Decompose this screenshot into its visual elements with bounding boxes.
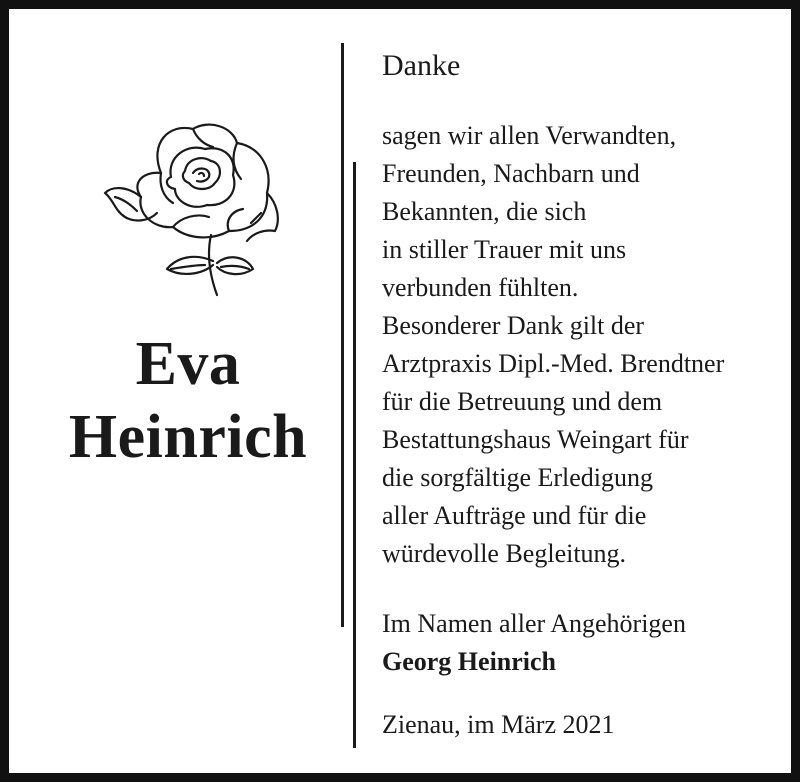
notice-heading: Danke bbox=[382, 49, 461, 82]
body-line: Bestattungshaus Weingart für bbox=[382, 425, 689, 454]
body-line: verbunden fühlten. bbox=[382, 273, 579, 302]
deceased-last-name: Heinrich bbox=[68, 403, 308, 471]
body-line: Freunden, Nachbarn und bbox=[382, 159, 640, 188]
body-line: aller Aufträge und für die bbox=[382, 501, 647, 530]
body-line: die sorgfältige Erledigung bbox=[382, 463, 654, 492]
closing-line: Im Namen aller Angehörigen bbox=[382, 609, 686, 638]
body-line: für die Betreuung und dem bbox=[382, 387, 663, 416]
vertical-divider-right bbox=[353, 162, 356, 748]
deceased-first-name: Eva bbox=[135, 330, 241, 398]
signature: Georg Heinrich bbox=[382, 647, 557, 676]
body-line: sagen wir allen Verwandten, bbox=[382, 121, 677, 150]
vertical-divider-left bbox=[341, 43, 344, 627]
body-line: Bekannten, die sich bbox=[382, 197, 587, 226]
place-date: Zienau, im März 2021 bbox=[382, 710, 615, 739]
rose-icon bbox=[101, 113, 281, 298]
body-line: Besonderer Dank gilt der bbox=[382, 311, 645, 340]
body-line: in stiller Trauer mit uns bbox=[382, 235, 627, 264]
left-column bbox=[18, 18, 338, 782]
body-line: Arztpraxis Dipl.-Med. Brendtner bbox=[382, 349, 725, 378]
body-line: würdevolle Begleitung. bbox=[382, 539, 627, 568]
